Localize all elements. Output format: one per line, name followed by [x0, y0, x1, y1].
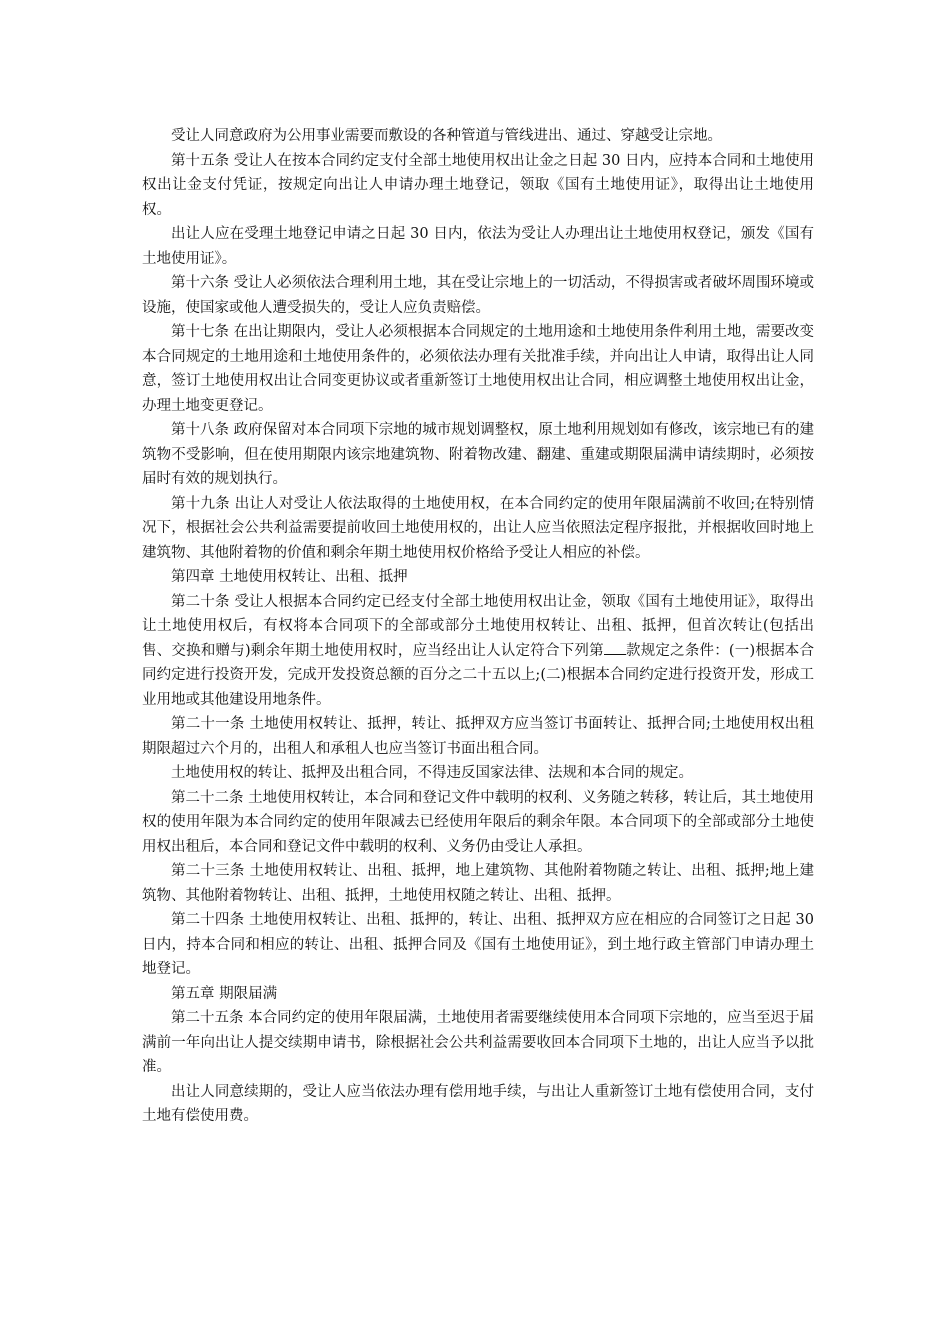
- paragraph-article-15: 第十五条 受让人在按本合同约定支付全部土地使用权出让金之日起 30 日内，应持本合同和土地使用权出让金支付凭证，按规定向出让人申请办理土地登记，领取《国有土地使用证》，取得出让土地使用权。: [142, 152, 814, 218]
- paragraph-article-21: 第二十一条 土地使用权转让、抵押，转让、抵押双方应当签订书面转让、抵押合同;土地使用权出租期限超过六个月的，出租人和承租人也应当签订书面出租合同。: [142, 716, 814, 757]
- paragraph: 土地使用权的转让、抵押及出租合同，不得违反国家法律、法规和本合同的规定。: [171, 765, 693, 781]
- document-body: [142, 124, 814, 1129]
- article-20-text-after: 款规定之条件：(一)根据本合同约定进行投资开发，完成开发投资总额的百分之二十五以上;(二)根据本合同约定进行投资开发，形成工业用地或其他建设用地条件。: [142, 642, 814, 708]
- paragraph-article-18: 第十八条 政府保留对本合同项下宗地的城市规划调整权，原土地利用规划如有修改，该宗地已有的建筑物不受影响，但在使用期限内该宗地建筑物、附着物改建、翻建、重建或期限届满申请续期时，必须按届时有效的规划执行。: [142, 422, 814, 487]
- paragraph-article-24: 第二十四条 土地使用权转让、出租、抵押的，转让、出租、抵押双方应在相应的合同签订之日起 30 日内，持本合同和相应的转让、出租、抵押合同及《国有土地使用证》，到土地行政主管部门申请办理土地登记。: [142, 912, 814, 977]
- paragraph-article-16: 第十六条 受让人必须依法合理利用土地，其在受让宗地上的一切活动，不得损害或者破坏周围环境或设施，使国家或他人遭受损失的，受让人应负责赔偿。: [142, 275, 814, 316]
- fill-in-blank: [604, 654, 626, 655]
- paragraph-article-22: 第二十二条 土地使用权转让，本合同和登记文件中载明的权利、义务随之转移，转让后，其土地使用权的使用年限为本合同约定的使用年限减去已经使用年限后的剩余年限。本合同项下的全部或部分土地使用权出租后，本合同和登记文件中载明的权利、义务仍由受让人承担。: [142, 789, 814, 855]
- chapter-heading-4: 第四章 土地使用权转让、出租、抵押: [171, 569, 408, 585]
- paragraph: 受让人同意政府为公用事业需要而敷设的各种管道与管线进出、通过、穿越受让宗地。: [171, 128, 722, 144]
- paragraph: 出让人同意续期的，受让人应当依法办理有偿用地手续，与出让人重新签订土地有偿使用合同，支付土地有偿使用费。: [142, 1083, 814, 1124]
- paragraph-article-17: 第十七条 在出让期限内，受让人必须根据本合同规定的土地用途和土地使用条件利用土地，需要改变本合同规定的土地用途和土地使用条件的，必须依法办理有关批准手续，并向出让人申请，取得出让人同意，签订土地使用权出让合同变更协议或者重新签订土地使用权出让合同，相应调整土地使用权出让金，办理土地变更登记。: [142, 324, 814, 414]
- article-20-text-before: 第二十条 受让人根据本合同约定已经支付全部土地使用权出让金，领取《国有土地使用证》，取得出让土地使用权后，有权将本合同项下的全部或部分土地使用权转让、出租、抵押，但首次转让(包括出售、交换和赠与)剩余年期土地使用权时，应当经出让人认定符合下列第: [142, 593, 814, 659]
- paragraph: 出让人应在受理土地登记申请之日起 30 日内，依法为受让人办理出让土地使用权登记，颁发《国有土地使用证》。: [142, 226, 814, 267]
- paragraph-article-23: 第二十三条 土地使用权转让、出租、抵押，地上建筑物、其他附着物随之转让、出租、抵押;地上建筑物、其他附着物转让、出租、抵押，土地使用权随之转让、出租、抵押。: [142, 863, 814, 904]
- chapter-heading-5: 第五章 期限届满: [171, 985, 278, 1002]
- paragraph-article-25: 第二十五条 本合同约定的使用年限届满，土地使用者需要继续使用本合同项下宗地的，应当至迟于届满前一年向出让人提交续期申请书，除根据社会公共利益需要收回本合同项下土地的，出让人应当予以批准。: [142, 1010, 814, 1075]
- paragraph-article-20: [142, 590, 814, 713]
- paragraph-article-19: 第十九条 出让人对受让人依法取得的土地使用权，在本合同约定的使用年限届满前不收回;在特别情况下，根据社会公共利益需要提前收回土地使用权的，出让人应当依照法定程序报批，并根据收回时地上建筑物、其他附着物的价值和剩余年期土地使用权价格给予受让人相应的补偿。: [142, 495, 814, 561]
